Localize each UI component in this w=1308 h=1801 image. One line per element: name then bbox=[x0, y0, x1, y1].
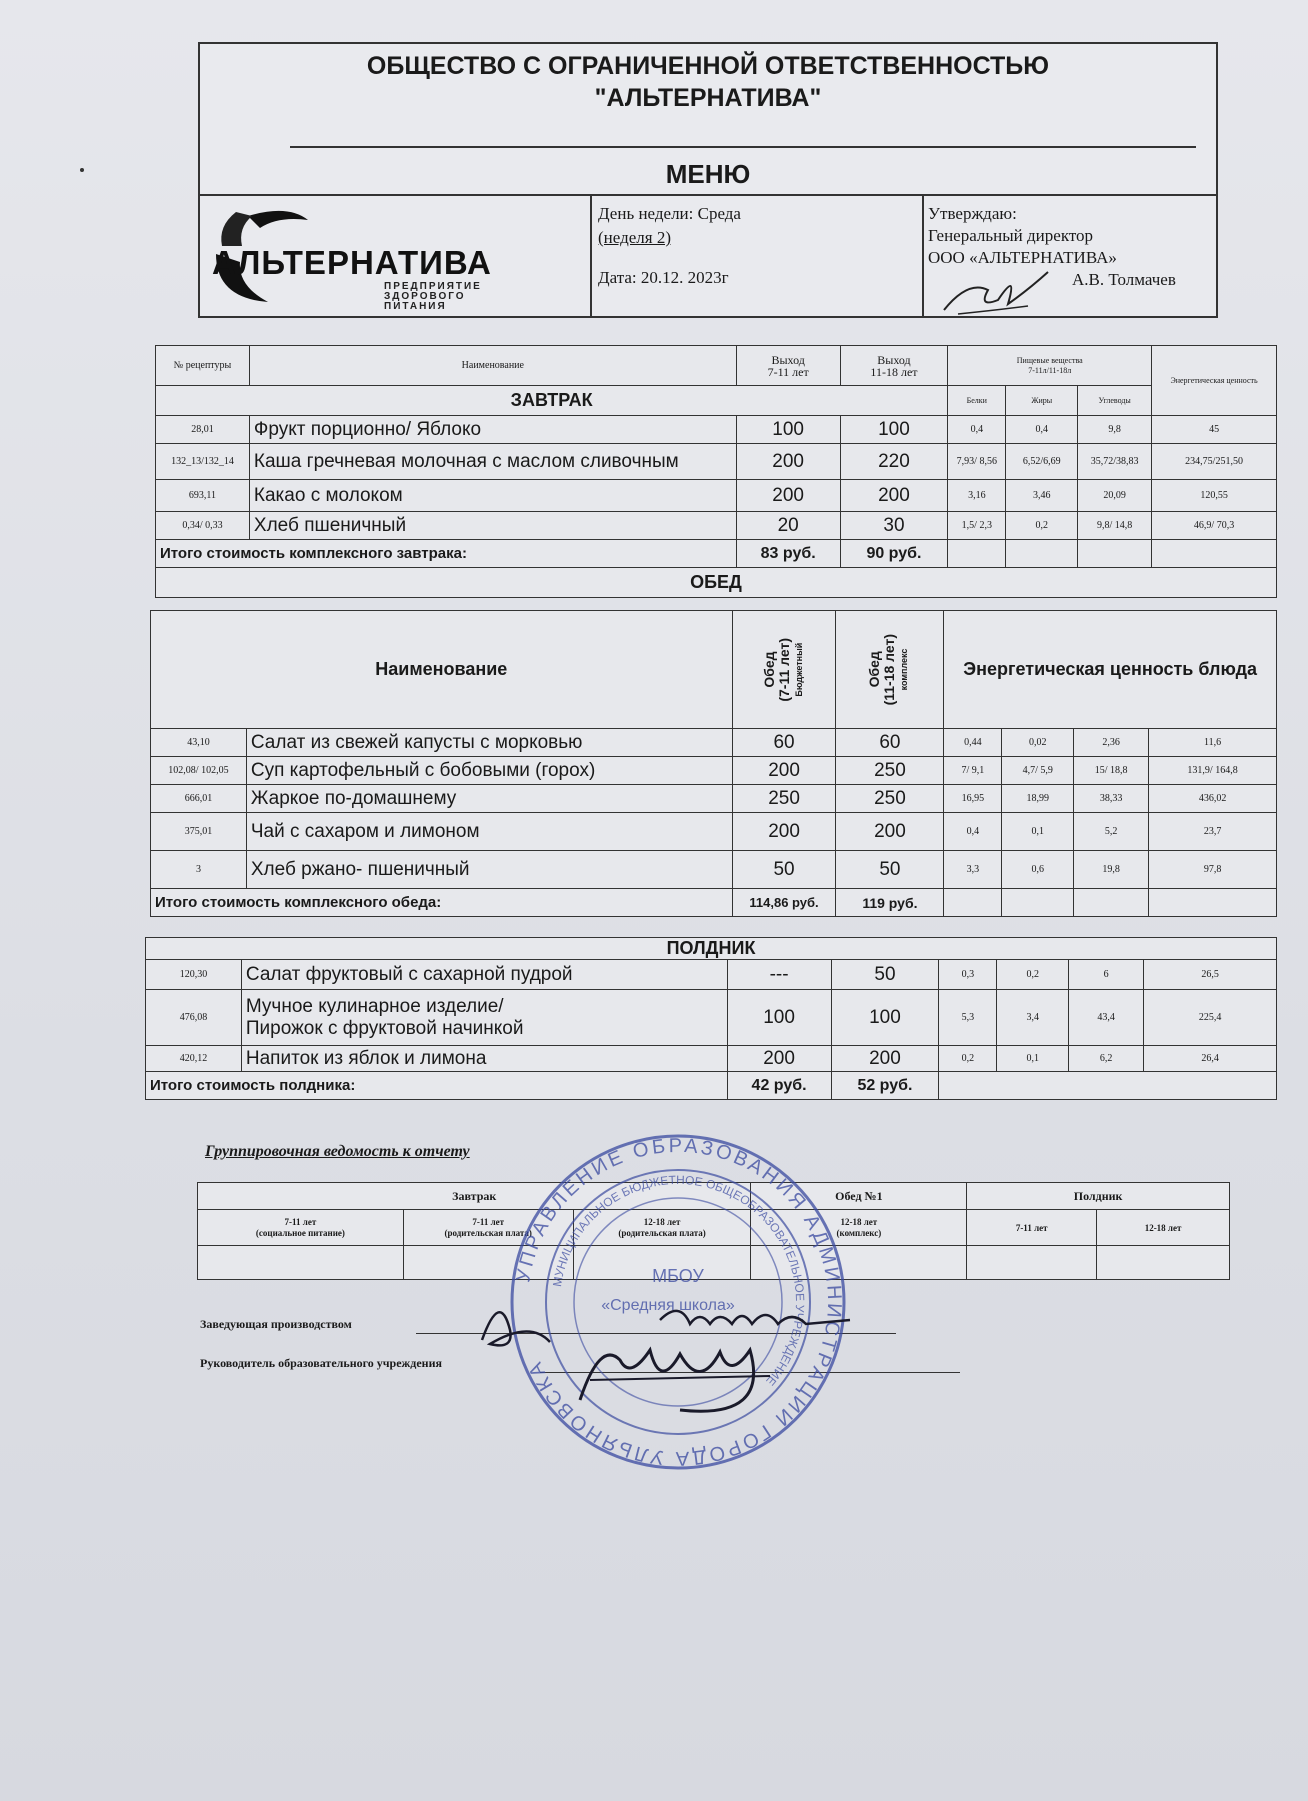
output-11-18: 250 bbox=[836, 757, 944, 785]
energy: 97,8 bbox=[1149, 851, 1277, 889]
carbs: 6 bbox=[1069, 960, 1144, 990]
energy: 26,4 bbox=[1144, 1046, 1277, 1072]
carbs: 19,8 bbox=[1074, 851, 1149, 889]
logo-sub-3: ПИТАНИЯ bbox=[384, 301, 447, 312]
carbs: 15/ 18,8 bbox=[1074, 757, 1149, 785]
energy: 234,75/251,50 bbox=[1152, 444, 1277, 480]
output-11-18: 220 bbox=[840, 444, 948, 480]
recipe-code: 102,08/ 102,05 bbox=[151, 757, 247, 785]
report-col-4: 12-18 лет (комплекс) bbox=[751, 1210, 967, 1246]
total-label: Итого стоимость полдника: bbox=[146, 1072, 728, 1100]
fat: 0,4 bbox=[1006, 416, 1078, 444]
col-recipe: № рецептуры bbox=[156, 346, 250, 386]
protein: 1,5/ 2,3 bbox=[948, 512, 1006, 540]
carbs: 9,8/ 14,8 bbox=[1078, 512, 1152, 540]
menu-title: МЕНЮ bbox=[665, 159, 751, 189]
fat: 0,6 bbox=[1002, 851, 1074, 889]
report-col-2: 7-11 лет (родительская плата) bbox=[403, 1210, 573, 1246]
lunch-col-name: Наименование bbox=[151, 611, 733, 729]
output-11-18: 100 bbox=[840, 416, 948, 444]
section-breakfast: ЗАВТРАК bbox=[156, 386, 948, 416]
date-cell bbox=[590, 196, 924, 316]
table-row bbox=[151, 851, 1277, 889]
lunch-col-7-11: Обед (7-11 лет) Бюджетный bbox=[732, 611, 836, 729]
dish-name: Хлеб пшеничный bbox=[249, 512, 736, 540]
recipe-code: 0,34/ 0,33 bbox=[156, 512, 250, 540]
school-head-label: Руководитель образовательного учреждения bbox=[200, 1356, 442, 1370]
col-output-11-18: Выход 11-18 лет bbox=[840, 346, 948, 386]
table-row bbox=[156, 416, 1277, 444]
logo-sub-2: ЗДОРОВОГО bbox=[384, 291, 466, 302]
table-row bbox=[151, 757, 1277, 785]
total-price-7-11: 83 руб. bbox=[736, 540, 840, 568]
org-title bbox=[200, 50, 1216, 114]
stamp-inner-text: МУНИЦИПАЛЬНОЕ БЮДЖЕТНОЕ ОБЩЕОБРАЗОВАТЕЛЬНОЕ УЧРЕЖДЕНИЕ bbox=[549, 1172, 808, 1389]
carbs: 35,72/38,83 bbox=[1078, 444, 1152, 480]
table-row bbox=[146, 990, 1277, 1046]
dish-name: Салат из свежей капусты с морковью bbox=[246, 729, 732, 757]
fat: 0,1 bbox=[1002, 813, 1074, 851]
approve-name: А.В. Толмачев bbox=[1072, 270, 1176, 289]
output-11-18: 200 bbox=[831, 1046, 939, 1072]
recipe-code: 43,10 bbox=[151, 729, 247, 757]
table-row bbox=[156, 512, 1277, 540]
col-output-7-11: Выход 7-11 лет bbox=[736, 346, 840, 386]
energy: 23,7 bbox=[1149, 813, 1277, 851]
report-col-6: 12-18 лет bbox=[1097, 1210, 1230, 1246]
recipe-code: 3 bbox=[151, 851, 247, 889]
section-snack: ПОЛДНИК bbox=[146, 938, 1277, 960]
output-11-18: 60 bbox=[836, 729, 944, 757]
lunch-col-11-18: Обед (11-18 лет) комплекс bbox=[836, 611, 944, 729]
dish-name bbox=[241, 990, 727, 1046]
energy: 120,55 bbox=[1152, 480, 1277, 512]
report-head-lunch: Обед №1 bbox=[751, 1183, 967, 1210]
carbs: 43,4 bbox=[1069, 990, 1144, 1046]
fat: 4,7/ 5,9 bbox=[1002, 757, 1074, 785]
output-11-18: 30 bbox=[840, 512, 948, 540]
carbs: 6,2 bbox=[1069, 1046, 1144, 1072]
output-7-11: 250 bbox=[732, 785, 836, 813]
logo-sub-1: ПРЕДПРИЯТИЕ bbox=[384, 281, 482, 292]
lunch-total-row bbox=[151, 889, 1277, 917]
energy: 225,4 bbox=[1144, 990, 1277, 1046]
dish-name: Жаркое по-домашнему bbox=[246, 785, 732, 813]
org-line-1: ОБЩЕСТВО С ОГРАНИЧЕННОЙ ОТВЕТСТВЕННОСТЬЮ bbox=[366, 52, 1050, 80]
logo-subtitle bbox=[384, 282, 482, 312]
fat: 3,46 bbox=[1006, 480, 1078, 512]
output-7-11: 200 bbox=[732, 757, 836, 785]
approve-label: Утверждаю: bbox=[928, 204, 1017, 223]
col-protein: Белки bbox=[948, 386, 1006, 416]
stamp-center-1: МБОУ bbox=[652, 1266, 704, 1286]
table-row bbox=[146, 1046, 1277, 1072]
output-7-11: 100 bbox=[727, 990, 831, 1046]
recipe-code: 120,30 bbox=[146, 960, 242, 990]
col-energy: Энергетическая ценность bbox=[1152, 346, 1277, 416]
output-7-11: 200 bbox=[732, 813, 836, 851]
total-label: Итого стоимость комплексного обеда: bbox=[151, 889, 733, 917]
protein: 5,3 bbox=[939, 990, 997, 1046]
output-11-18: 200 bbox=[836, 813, 944, 851]
dish-name: Хлеб ржано- пшеничный bbox=[246, 851, 732, 889]
snack-table bbox=[145, 937, 1277, 1100]
recipe-code: 693,11 bbox=[156, 480, 250, 512]
dish-name: Каша гречневая молочная с маслом сливочным bbox=[249, 444, 736, 480]
dish-name: Суп картофельный с бобовыми (горох) bbox=[246, 757, 732, 785]
protein: 0,4 bbox=[944, 813, 1002, 851]
carbs: 5,2 bbox=[1074, 813, 1149, 851]
report-col-1: 7-11 лет (социальное питание) bbox=[198, 1210, 404, 1246]
section-lunch: ОБЕД bbox=[156, 568, 1277, 598]
total-price-7-11: 114,86 руб. bbox=[732, 889, 836, 917]
report-cell bbox=[1097, 1246, 1230, 1280]
table-row bbox=[151, 813, 1277, 851]
approve-position: Генеральный директор bbox=[928, 226, 1094, 245]
production-head-label: Заведующая производством bbox=[200, 1317, 352, 1331]
report-head-snack: Полдник bbox=[967, 1183, 1230, 1210]
report-cell bbox=[967, 1246, 1097, 1280]
total-price-11-18: 52 руб. bbox=[831, 1072, 939, 1100]
output-11-18: 50 bbox=[831, 960, 939, 990]
output-7-11: 20 bbox=[736, 512, 840, 540]
table-row bbox=[151, 729, 1277, 757]
protein: 7,93/ 8,56 bbox=[948, 444, 1006, 480]
energy: 26,5 bbox=[1144, 960, 1277, 990]
carbs: 2,36 bbox=[1074, 729, 1149, 757]
energy: 45 bbox=[1152, 416, 1277, 444]
table-row bbox=[151, 785, 1277, 813]
fat: 0,2 bbox=[997, 960, 1069, 990]
dish-name: Фрукт порционно/ Яблоко bbox=[249, 416, 736, 444]
fat: 6,52/6,69 bbox=[1006, 444, 1078, 480]
energy: 436,02 bbox=[1149, 785, 1277, 813]
recipe-code: 375,01 bbox=[151, 813, 247, 851]
day-of-week: День недели: Среда bbox=[598, 204, 741, 223]
week-number: (неделя 2) bbox=[598, 228, 671, 247]
director-signature-icon bbox=[938, 260, 1058, 320]
total-price-11-18: 119 руб. bbox=[836, 889, 944, 917]
dish-name-line-1: Мучное кулинарное изделие/ bbox=[245, 995, 504, 1017]
protein: 0,44 bbox=[944, 729, 1002, 757]
protein: 16,95 bbox=[944, 785, 1002, 813]
approve-org: ООО «АЛЬТЕРНАТИВА» bbox=[928, 248, 1117, 267]
recipe-code: 666,01 bbox=[151, 785, 247, 813]
carbs: 9,8 bbox=[1078, 416, 1152, 444]
energy: 11,6 bbox=[1149, 729, 1277, 757]
logo-cell bbox=[200, 196, 592, 316]
output-7-11: 200 bbox=[736, 444, 840, 480]
output-7-11: 200 bbox=[727, 1046, 831, 1072]
col-name: Наименование bbox=[249, 346, 736, 386]
report-head-breakfast: Завтрак bbox=[198, 1183, 751, 1210]
snack-total-row bbox=[146, 1072, 1277, 1100]
fat: 18,99 bbox=[1002, 785, 1074, 813]
energy: 131,9/ 164,8 bbox=[1149, 757, 1277, 785]
carbs: 38,33 bbox=[1074, 785, 1149, 813]
report-cell bbox=[198, 1246, 404, 1280]
report-col-3: 12-18 лет (родительская плата) bbox=[573, 1210, 751, 1246]
lunch-table bbox=[150, 610, 1277, 917]
recipe-code: 28,01 bbox=[156, 416, 250, 444]
fat: 0,1 bbox=[997, 1046, 1069, 1072]
lunch-col-energy: Энергетическая ценность блюда bbox=[944, 611, 1277, 729]
protein: 3,16 bbox=[948, 480, 1006, 512]
dish-name: Напиток из яблок и лимона bbox=[241, 1046, 727, 1072]
recipe-code: 420,12 bbox=[146, 1046, 242, 1072]
recipe-code: 476,08 bbox=[146, 990, 242, 1046]
output-7-11: 100 bbox=[736, 416, 840, 444]
fat: 0,02 bbox=[1002, 729, 1074, 757]
carbs: 20,09 bbox=[1078, 480, 1152, 512]
dish-name: Чай с сахаром и лимоном bbox=[246, 813, 732, 851]
breakfast-table bbox=[155, 345, 1277, 598]
protein: 3,3 bbox=[944, 851, 1002, 889]
stamp-ring-text: УПРАВЛЕНИЕ ОБРАЗОВАНИЯ АДМИНИСТРАЦИИ ГОРОДА УЛЬЯНОВСКА bbox=[512, 1134, 846, 1470]
fat: 3,4 bbox=[997, 990, 1069, 1046]
dish-name-line-2: Пирожок с фруктовой начинкой bbox=[245, 1017, 524, 1039]
total-price-11-18: 90 руб. bbox=[840, 540, 948, 568]
stamp-center-2: «Средняя школа» bbox=[601, 1297, 735, 1314]
protein: 0,4 bbox=[948, 416, 1006, 444]
col-fat: Жиры bbox=[1006, 386, 1078, 416]
output-11-18: 250 bbox=[836, 785, 944, 813]
header-info-row bbox=[200, 194, 1216, 316]
output-11-18: 50 bbox=[836, 851, 944, 889]
breakfast-total-row bbox=[156, 540, 1277, 568]
recipe-code: 132_13/132_14 bbox=[156, 444, 250, 480]
col-nutrients: Пищевые вещества 7-11л/11-18л bbox=[948, 346, 1152, 386]
table-row bbox=[156, 444, 1277, 480]
fat: 0,2 bbox=[1006, 512, 1078, 540]
output-7-11: 60 bbox=[732, 729, 836, 757]
protein: 0,3 bbox=[939, 960, 997, 990]
handwritten-signatures-icon bbox=[470, 1280, 910, 1430]
output-11-18: 200 bbox=[840, 480, 948, 512]
dish-name: Какао с молоком bbox=[249, 480, 736, 512]
table-row bbox=[156, 480, 1277, 512]
company-logo bbox=[208, 206, 578, 312]
protein: 7/ 9,1 bbox=[944, 757, 1002, 785]
menu-date: Дата: 20.12. 2023г bbox=[598, 268, 729, 287]
menu-header bbox=[198, 42, 1218, 318]
group-report-title: Группировочная ведомость к отчету bbox=[205, 1143, 470, 1160]
dish-name: Салат фруктовый с сахарной пудрой bbox=[241, 960, 727, 990]
output-11-18: 100 bbox=[831, 990, 939, 1046]
protein: 0,2 bbox=[939, 1046, 997, 1072]
approval-cell bbox=[922, 196, 1216, 316]
energy: 46,9/ 70,3 bbox=[1152, 512, 1277, 540]
speck bbox=[80, 168, 84, 172]
col-carbs: Углеводы bbox=[1078, 386, 1152, 416]
output-7-11: --- bbox=[727, 960, 831, 990]
table-row bbox=[146, 960, 1277, 990]
org-line-2: "АЛЬТЕРНАТИВА" bbox=[594, 84, 822, 112]
total-label: Итого стоимость комплексного завтрака: bbox=[156, 540, 737, 568]
output-7-11: 50 bbox=[732, 851, 836, 889]
output-7-11: 200 bbox=[736, 480, 840, 512]
report-col-5: 7-11 лет bbox=[967, 1210, 1097, 1246]
total-price-7-11: 42 руб. bbox=[727, 1072, 831, 1100]
logo-wordmark: АЛЬТЕРНАТИВА bbox=[212, 244, 492, 281]
